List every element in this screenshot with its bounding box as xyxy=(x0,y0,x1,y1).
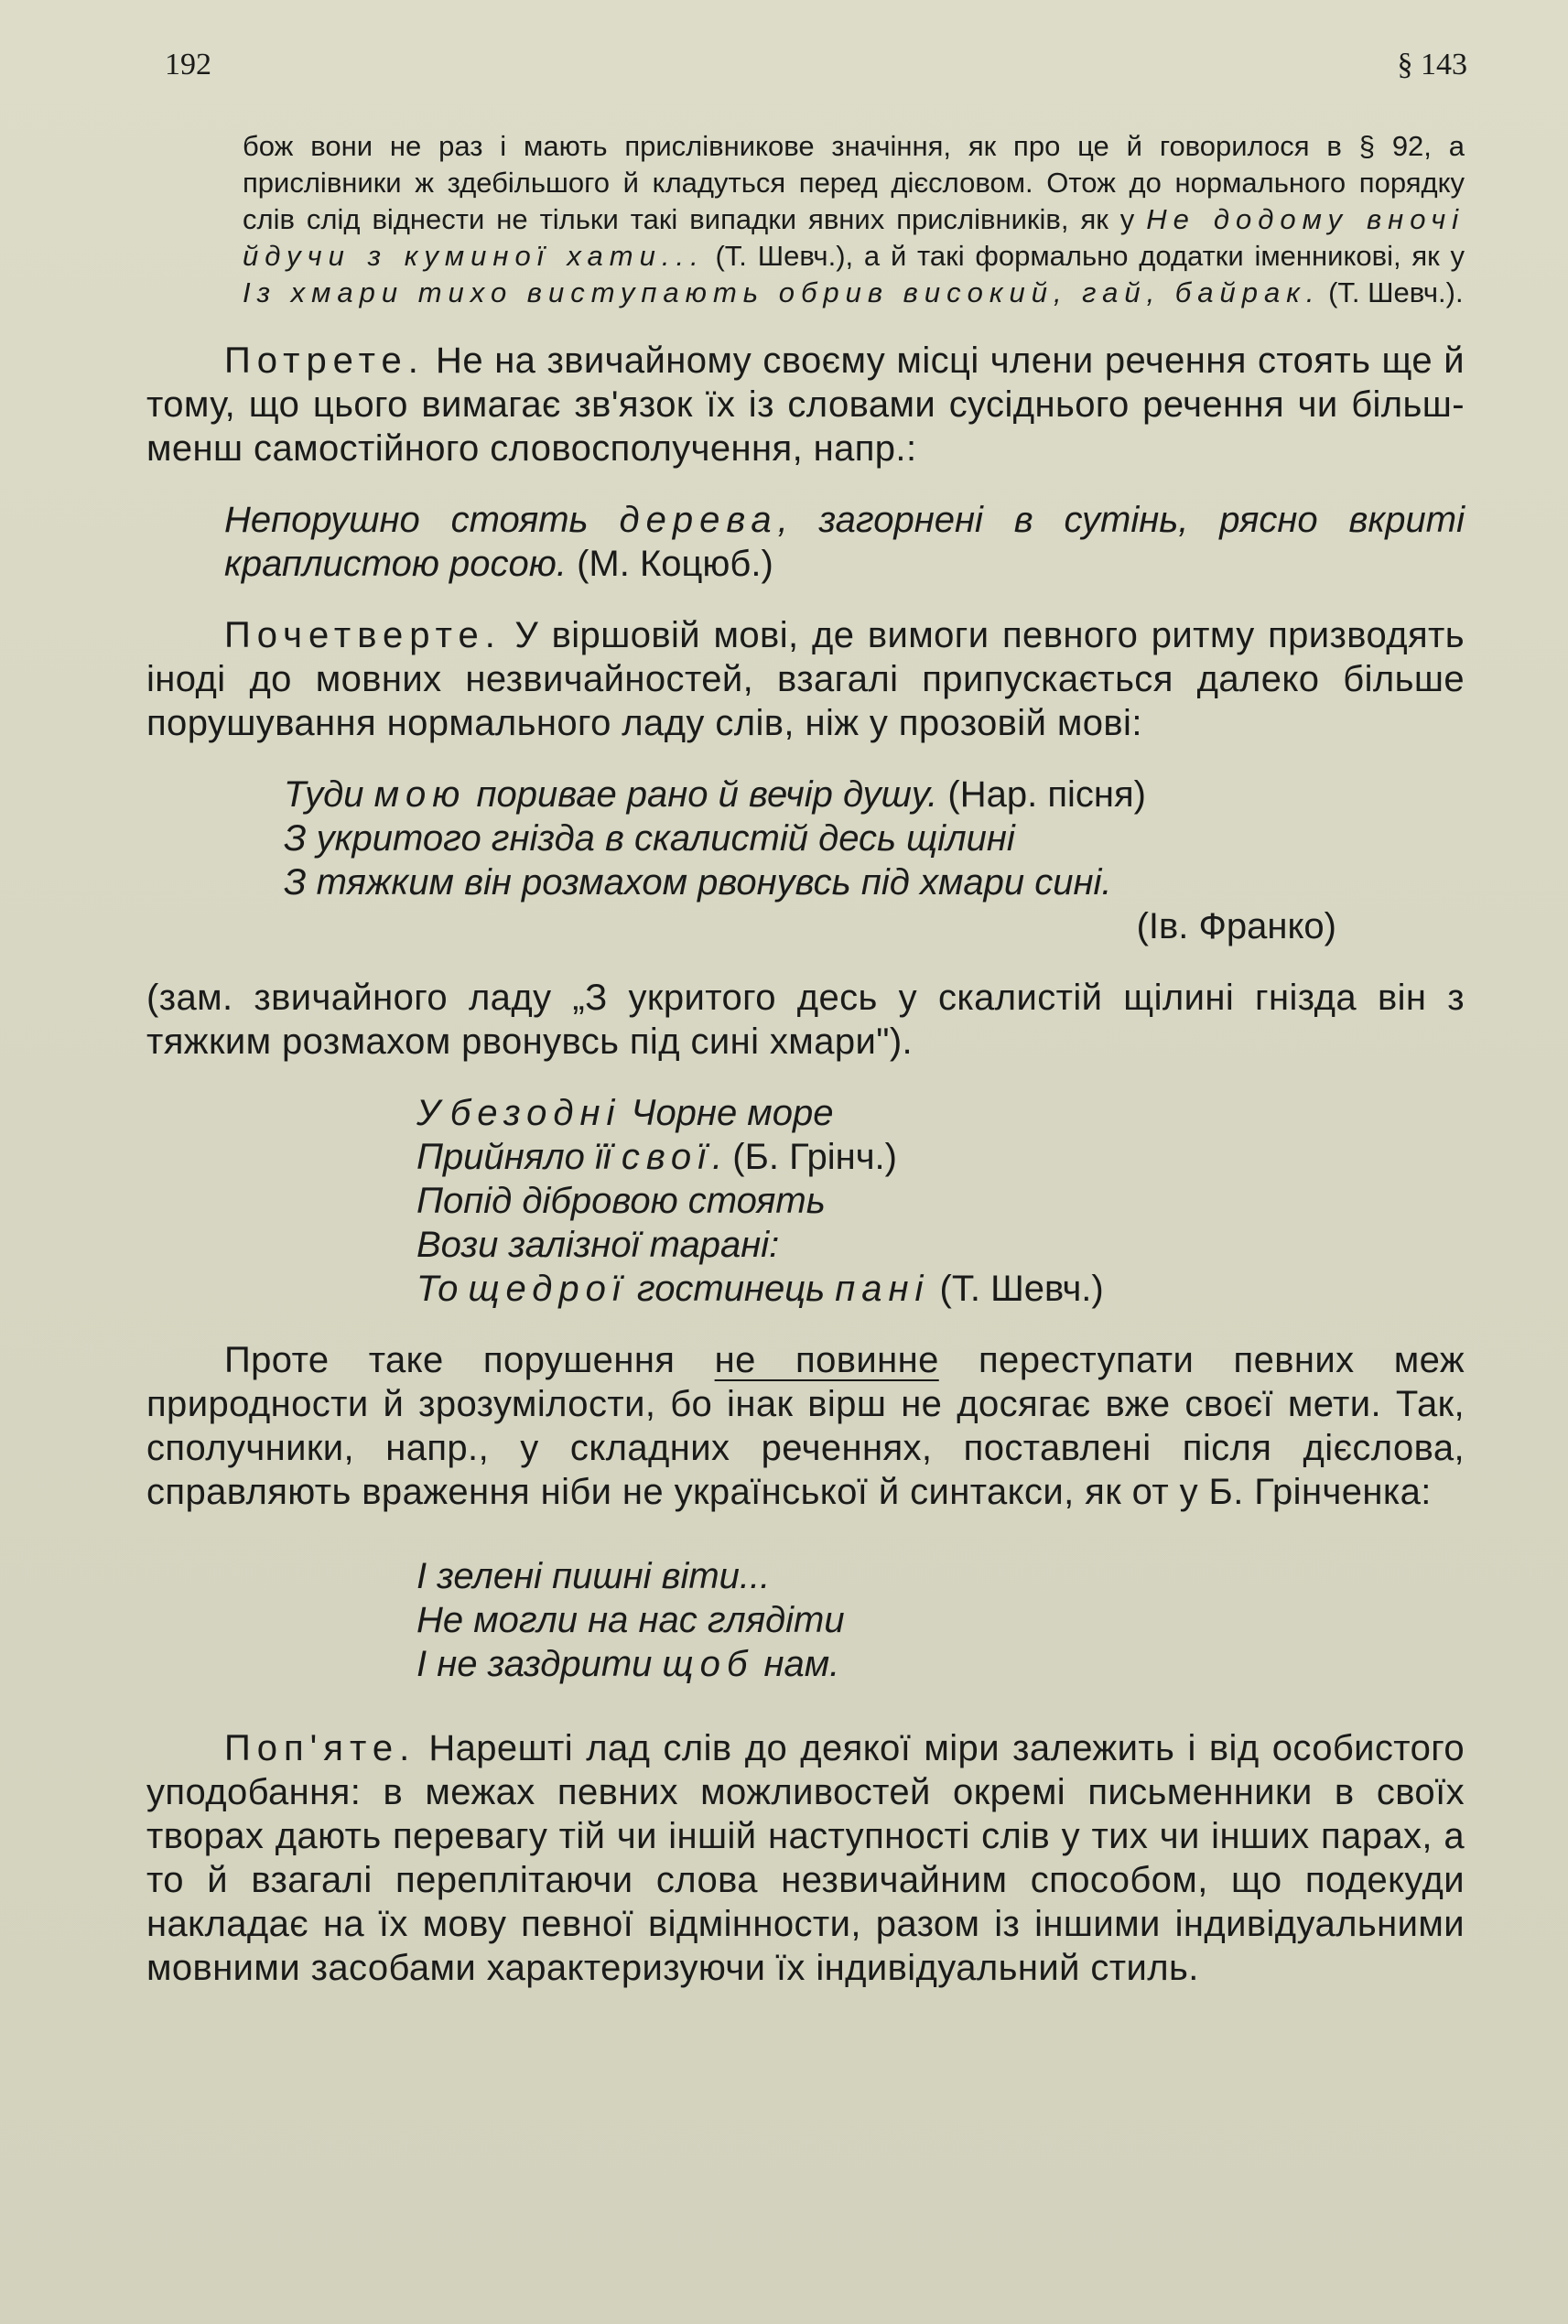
verse-line: У безодні Чорне море xyxy=(416,1093,834,1133)
page-header xyxy=(165,48,1467,92)
verse-1 xyxy=(146,773,1465,948)
lead-word: Поп'яте. xyxy=(224,1728,416,1768)
verse-line: І не заздрити щоб нам. xyxy=(416,1644,840,1684)
verse-2 xyxy=(146,1091,1465,1311)
verse-line: З тяжким він розмахом рвонувсь під хмари сині. xyxy=(284,862,1112,903)
verse-line: З укритого гнізда в скалистій десь щілині xyxy=(284,818,1015,859)
verse-line: Прийняло її свої. (Б. Грінч.) xyxy=(416,1137,897,1177)
page-number: 192 xyxy=(165,48,211,81)
lead-word: Потрете. xyxy=(224,340,425,381)
paragraph-fifthly: Поп'яте. Нарешті лад слів до деякої міри залежить і від особистого уподобання: в межах певних можливостей окремі письменники в своїх творах дають перевагу тій чи іншій наступності слів у тих чи інших парах, а то й взагалі переплітаючи слова незвичайним способом, що подекуди накладає на їх мову певної відмінности, разом із іншими індивідуальними мовними засобами характеризуючи їх індивідуальний стиль. xyxy=(146,1728,1465,1988)
note-paragraph: (зам. звичайного ладу „З укритого десь у скалистій щілині гнізда він з тяжким розмахом рвонувсь під сині хмари"). xyxy=(146,978,1465,1062)
section-number: § 143 xyxy=(1397,48,1467,81)
example-3: Непорушно стоять дерева, загорнені в сутінь, рясно вкриті краплистою росою. (М. Коцюб.) xyxy=(224,500,1465,584)
page-content xyxy=(146,128,1465,1990)
verse-3 xyxy=(146,1554,1465,1686)
verse-line: Не могли на нас глядіти xyxy=(416,1600,845,1640)
lead-word: Почетверте. xyxy=(224,615,502,655)
paragraph-however: Проте таке порушення не повинне переступати певних меж природности й зрозумілости, бо інак вірш не досягає вже своєї мети. Так, сполучники, напр., у складних реченнях, поставлені після дієслова, справляють враження ніби не української й синтакси, як от у Б. Грінченка: xyxy=(146,1340,1465,1512)
underlined-phrase: не повинне xyxy=(714,1340,939,1380)
verse-line: І зелені пишні віти... xyxy=(416,1556,771,1596)
paragraph-fourthly: Почетверте. У віршовій мові, де вимоги певного ритму призводять іноді до мовних незвичайностей, взагалі припускається далеко більше порушування нормального ладу слів, ніж у прозовій мові: xyxy=(146,615,1465,743)
verse-line: Попід дібровою стоять xyxy=(416,1181,826,1221)
example-2: Із хмари тихо виступають обрив високий, гай, байрак. xyxy=(243,276,1321,308)
verse-line: Вози залізної тарані: xyxy=(416,1225,780,1265)
verse-author: (Ів. Франко) xyxy=(1136,906,1336,946)
verse-line: То щедрої гостинець пані (Т. Шевч.) xyxy=(416,1269,1104,1309)
verse-line: Туди мою поривае рано й вечір душу. (Нар. пісня) xyxy=(284,774,1146,815)
paragraph-thirdly: Потрете. Не на звичайному своєму місці члени речення стоять ще й тому, що цього вимагає зв'язок їх із словами сусіднього речення чи більш-менш самостійного словосполучення, напр.: xyxy=(146,340,1465,469)
intro-paragraph: бож вони не раз і мають прислівникове значіння, як про це й говорилося в § 92, а прислівники ж здебільшого й кладуться перед дієсловом. Отож до нормального порядку слів слід віднести не тільки такі випадки явних прислівників, як у Не додому вночі йдучи з куминої хати... (Т. Шевч.), а й такі формально додатки іменникові, як у Із хмари тихо виступають обрив високий, гай, байрак. (Т. Шевч.). xyxy=(243,130,1465,308)
example-1: Не додому вночі йдучи з куминої хати... xyxy=(243,203,1465,272)
